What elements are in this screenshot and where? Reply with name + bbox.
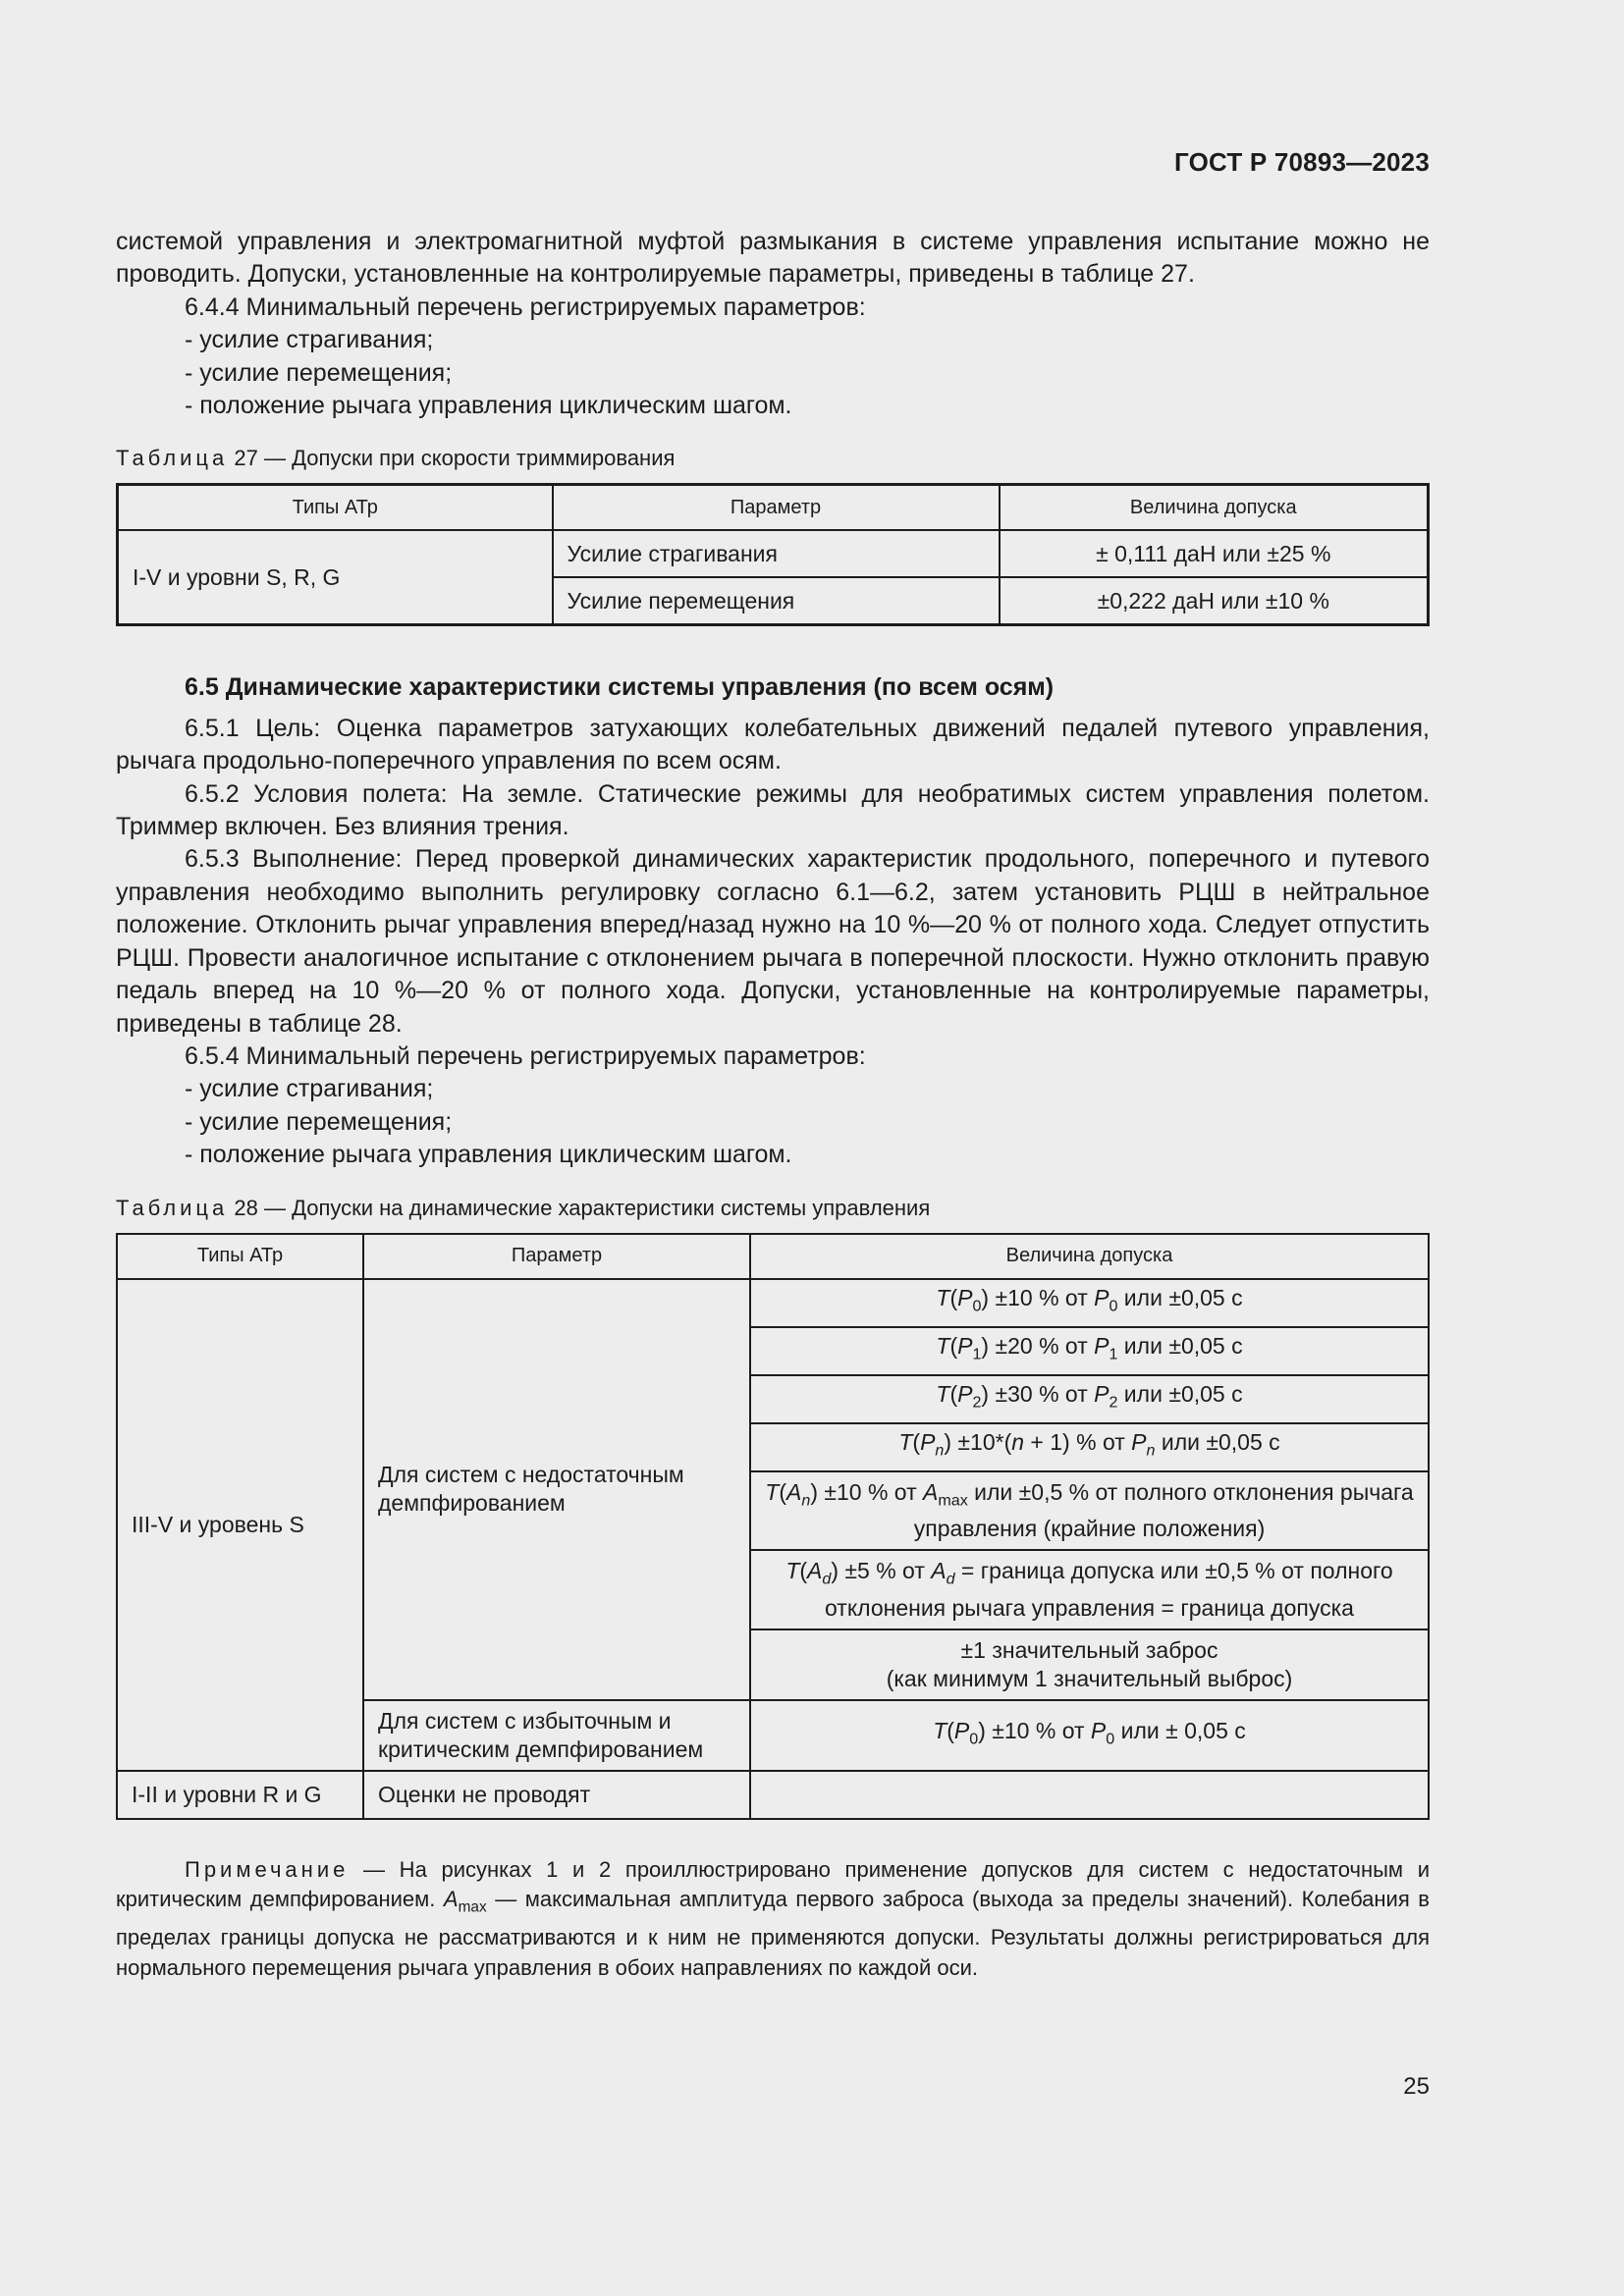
list-item: - усилие перемещения; (185, 358, 453, 387)
param-cell: Оценки не проводят (363, 1771, 750, 1819)
type-cell: I-V и уровни S, R, G (118, 530, 553, 625)
section-6-5-3: 6.5.3 Выполнение: Перед проверкой динамических характеристик продольного, поперечного и путевого управления необходимо выполнить регулировку согласно 6.1—6.2, затем установить РЦШ в нейтральное положение. Отклонить рычаг управления вперед/назад нужно на 10 %—20 % от полного хода. Следует отпустить РЦШ. Провести аналогичное испытание с отклонением рычага в поперечной плоскости. Нужно отклонить правую педаль вперед на 10 %—20 % от полного хода. Допуски, установленные на контролируемые параметры, приведены в таблице 28. (116, 845, 1430, 1038)
page-content (116, 226, 1430, 1983)
column-header: Величина допуска (1000, 485, 1429, 531)
value-cell: $T(P_0) \pm 10$ % от $P_0$ или ± 0,05 с (750, 1700, 1429, 1771)
value-cell: ± 0,111 даН или ±25 % (1000, 530, 1429, 577)
page-number: 25 (1403, 2073, 1430, 2100)
param-cell: Усилие перемещения (553, 577, 1000, 625)
caption-text: 28 — Допуски на динамические характеристики системы управления (234, 1195, 931, 1220)
param-cell: Для систем с избыточным и критическим демпфированием (363, 1700, 750, 1771)
note-label: Примечание (185, 1856, 350, 1882)
column-header: Величина допуска (750, 1234, 1429, 1279)
table-27 (116, 483, 1430, 626)
value-cell: ±0,222 даН или ±10 % (1000, 577, 1429, 625)
param-cell: Для систем с недостаточным демпфированием (363, 1279, 750, 1700)
list-item: - усилие перемещения; (185, 1107, 453, 1136)
param-cell: Усилие страгивания (553, 530, 1000, 577)
column-header: Параметр (363, 1234, 750, 1279)
caption-word: Таблица (116, 446, 229, 471)
value-cell: $T(P_2) \pm 30$ % от $P_2$ или ±0,05 с (750, 1375, 1429, 1423)
column-header: Типы АТр (118, 485, 553, 531)
table-row (117, 1279, 1429, 1327)
value-cell: $T(A_d) \pm 5$ % от $A_d$ = граница допуска или ±0,5 % от полного отклонения рычага управления = граница допуска (750, 1550, 1429, 1629)
table-28 (116, 1233, 1430, 1820)
section-6-4-4-title: 6.4.4 Минимальный перечень регистрируемых параметров: (185, 293, 866, 321)
table-row (118, 530, 1429, 577)
value-cell: $T(P_1) \pm 20$ % от $P_1$ или ±0,05 с (750, 1327, 1429, 1375)
intro-paragraph: системой управления и электромагнитной муфтой размыкания в системе управления испытание можно не проводить. Допуски, установленные на контролируемые параметры, приведены в таблице 27. (116, 228, 1430, 289)
table-27-caption (116, 444, 1430, 473)
table-row (117, 1771, 1429, 1819)
caption-text: 27 — Допуски при скорости триммирования (234, 446, 676, 471)
value-cell: $T(A_n) \pm 10$ % от $A_{max}$ или ±0,5 % от полного отклонения рычага управления (крайние положения) (750, 1471, 1429, 1551)
value-cell: ±1 значительный заброс (как минимум 1 значительный выброс) (750, 1629, 1429, 1700)
table-header-row (117, 1234, 1429, 1279)
table-note: Примечание — На рисунках 1 и 2 проиллюстрировано применение допусков для систем с недостаточным и критическим демпфированием. $A_{max}$ — максимальная амплитуда первого заброса (выхода за пределы значений). Колебания в пределах границы допуска не рассматриваются и к ним не применяются допуски. Результаты должны регистрироваться для нормального перемещения рычага управления в обоих направлениях по каждой оси. (116, 1856, 1430, 1980)
value-cell (750, 1771, 1429, 1819)
section-6-5-1: 6.5.1 Цель: Оценка параметров затухающих колебательных движений педалей путевого управления, рычага продольно-поперечного управления по всем осям. (116, 714, 1430, 775)
section-6-5-4-title: 6.5.4 Минимальный перечень регистрируемых параметров: (185, 1041, 866, 1070)
list-item: - усилие страгивания; (185, 1075, 434, 1103)
table-header-row (118, 485, 1429, 531)
list-item: - положение рычага управления циклическим шагом. (185, 1141, 792, 1169)
column-header: Параметр (553, 485, 1000, 531)
type-cell: I-II и уровни R и G (117, 1771, 363, 1819)
type-cell: III-V и уровень S (117, 1279, 363, 1771)
section-6-5-heading: 6.5 Динамические характеристики системы управления (по всем осям) (185, 673, 1055, 702)
value-cell: $T(P_0) \pm 10$ % от $P_0$ или ±0,05 с (750, 1279, 1429, 1327)
table-28-caption (116, 1194, 1430, 1223)
list-item: - положение рычага управления циклическим шагом. (185, 392, 792, 420)
section-6-5-2: 6.5.2 Условия полета: На земле. Статические режимы для необратимых систем управления полетом. Триммер включен. Без влияния трения. (116, 779, 1430, 841)
document-header: ГОСТ Р 70893—2023 (1174, 147, 1430, 177)
value-cell: $T(P_n) \pm 10*(n + 1)$ % от $P_n$ или ±0,05 с (750, 1423, 1429, 1471)
list-item: - усилие страгивания; (185, 326, 434, 354)
column-header: Типы АТр (117, 1234, 363, 1279)
caption-word: Таблица (116, 1195, 229, 1220)
